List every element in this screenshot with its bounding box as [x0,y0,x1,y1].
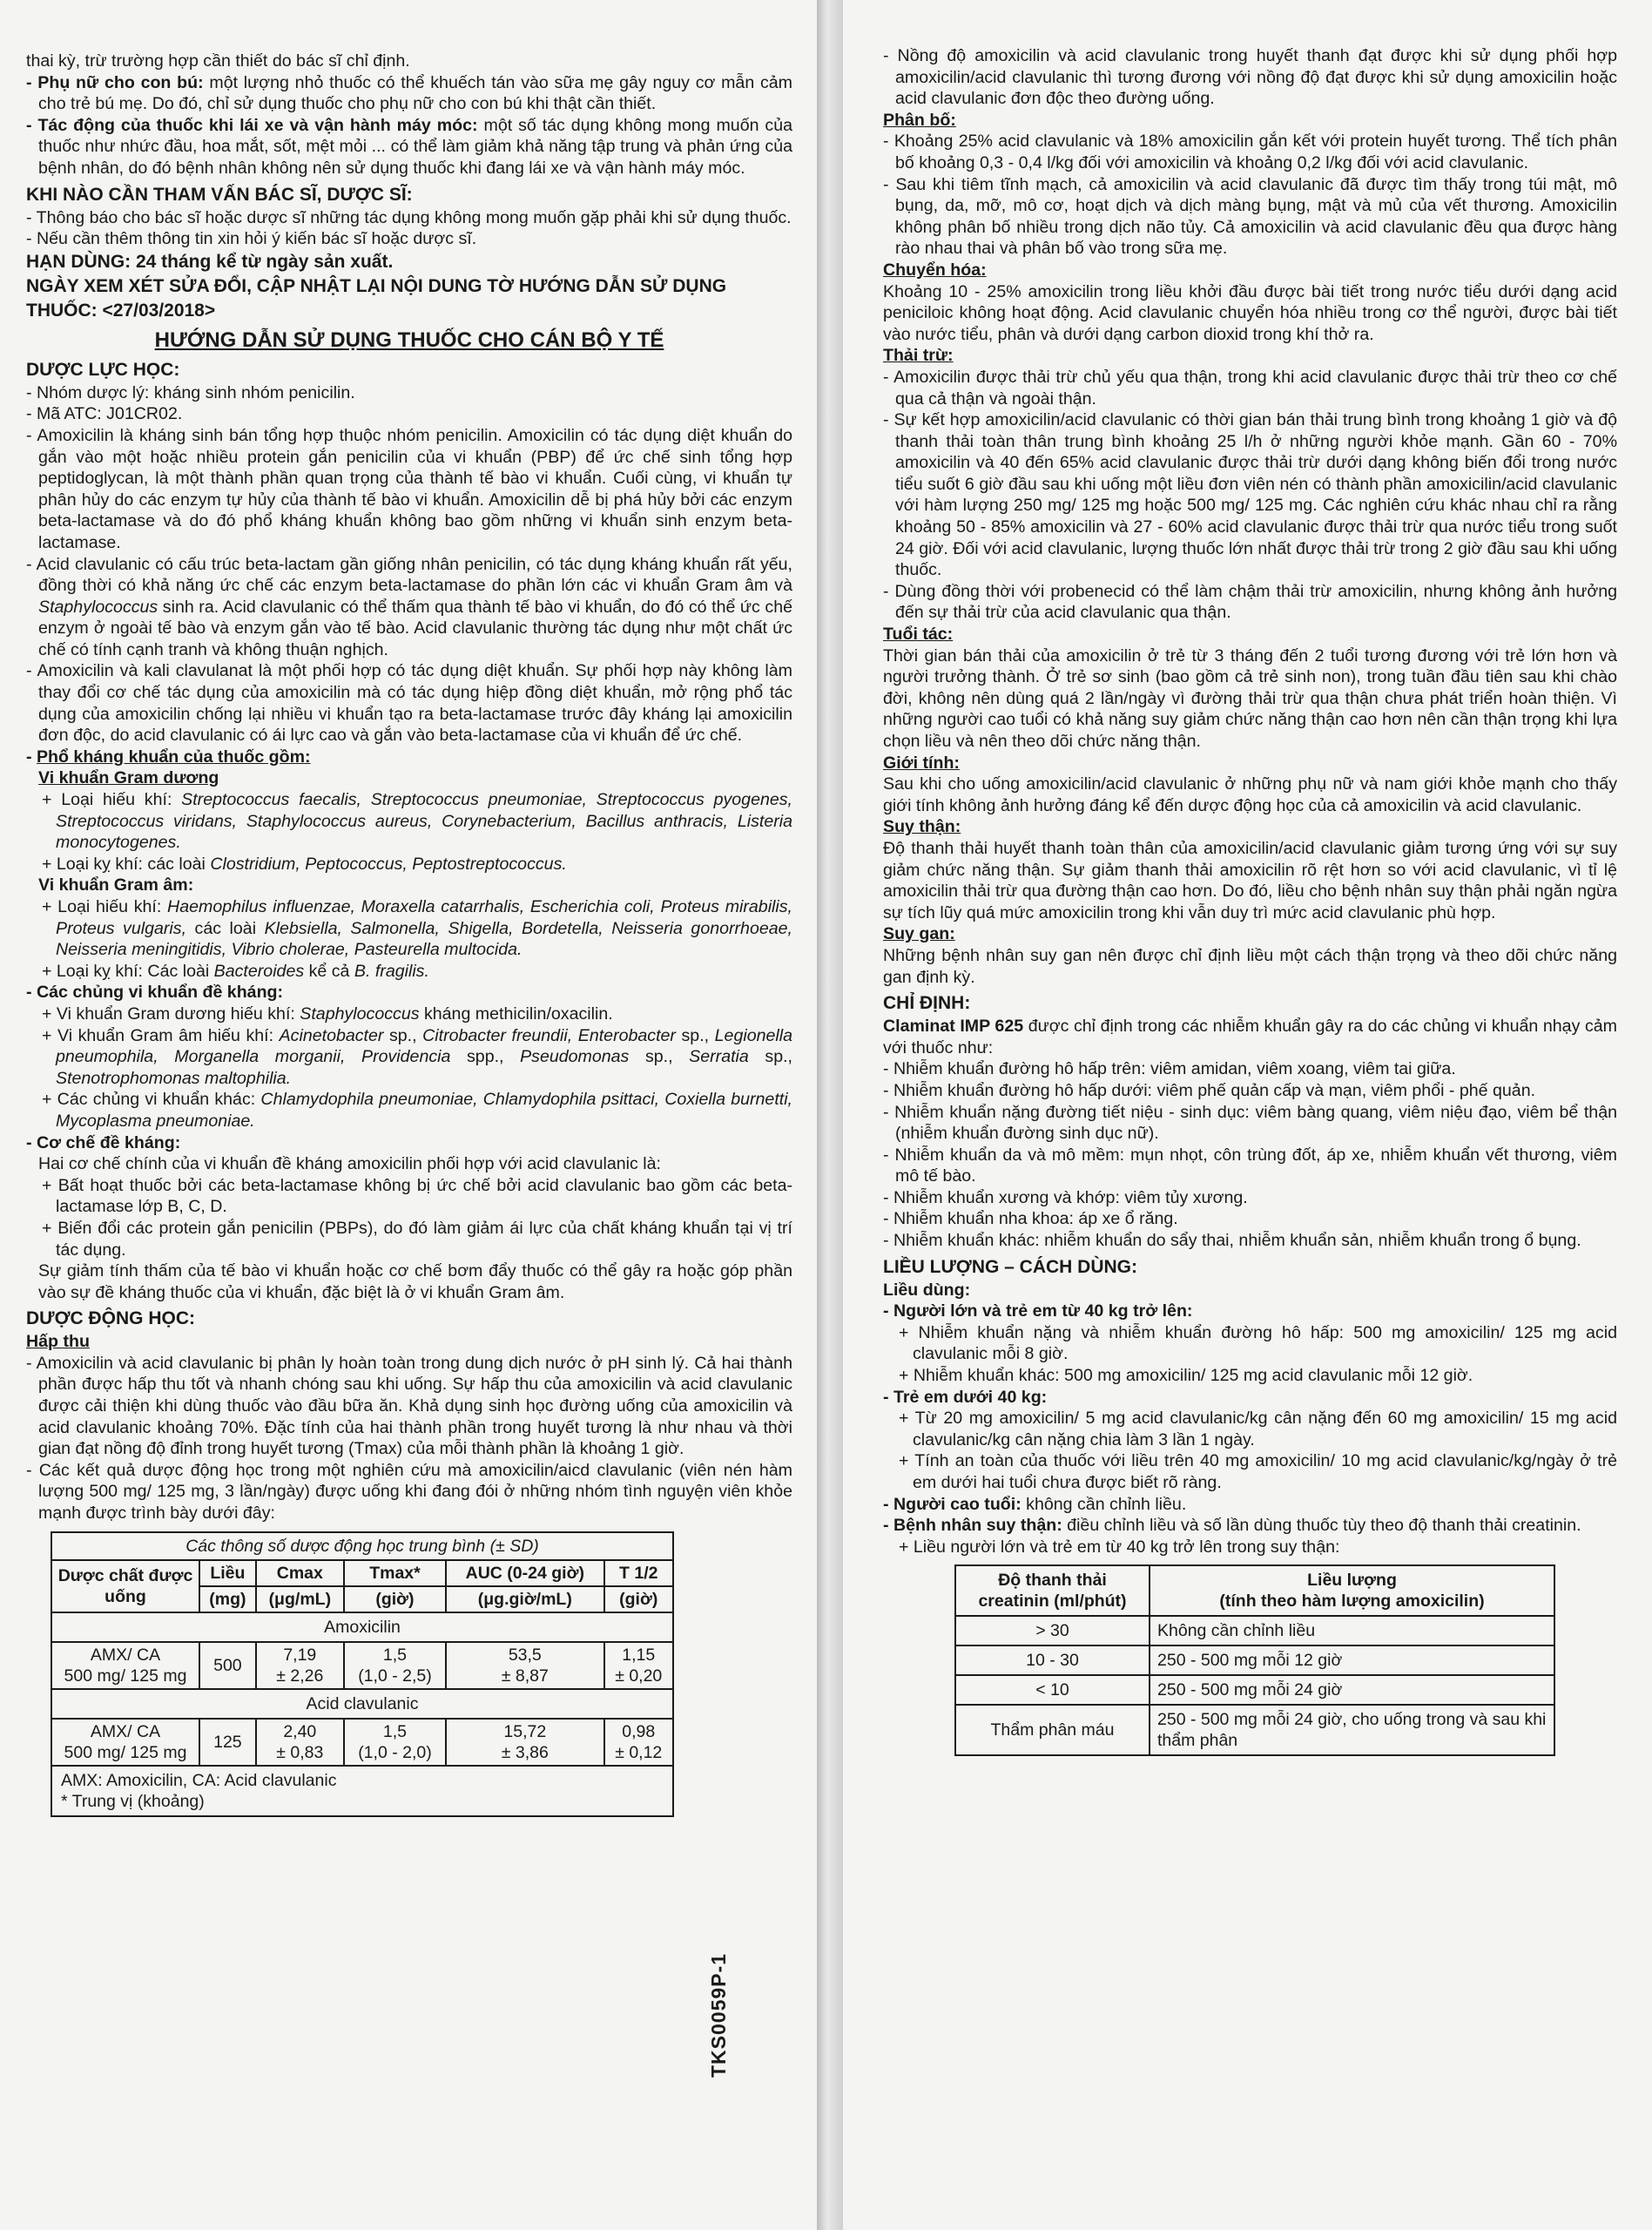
expiry-line: HẠN DÙNG: 24 tháng kể từ ngày sản xuất. [26,251,394,272]
mechanism-intro: Hai cơ chế chính của vi khuẩn đề kháng amoxicilin phối hợp với acid clavulanic là: [38,1154,661,1174]
driving-paragraph: - Tác động của thuốc khi lái xe và vận hành máy móc: một số tác dụng không mong muốn của thuốc như nhức đầu, hoa mắt, sốt, mệt mỏi ... có thể làm giảm khả năng tập trung và phản ứng của bệnh nhân, do đó bệnh nhân không nên sử dụng thuốc khi đang lái xe và vận hành máy móc. [26,115,793,178]
pharmacokinetics-heading: DƯỢC ĐỘNG HỌC: [26,1308,195,1329]
elderly-dose: - Người cao tuổi: không cần chỉnh liều. [883,1494,1187,1514]
gram-positive-anaerobic: + Loại kỵ khí: các loài Clostridium, Peptococcus, Peptostreptococcus. [42,854,567,874]
breastfeeding-label: Phụ nữ cho con bú: [37,72,204,92]
pd-clavulanic: - Acid clavulanic có cấu trúc beta-lactam gần giống nhân penicilin, có tác dụng kháng khuẩn rất yếu, đồng thời có khả năng ức chế các enzym beta-lactamase do phần lớn các vi khuẩn Gram âm và Staphylococcus sinh ra. Acid clavulanic có thể thấm qua thành tế bào vi khuẩn, do đó có thể ức chế enzym ở ngoài tế bào và enzym gắn vào tế bào. Acid clavulanic thường tác dụng như một chất ức chế có tính cạnh tranh và không thuận nghịch. [26,554,792,659]
pd-combination: - Amoxicilin và kali clavulanat là một phối hợp có tác dụng diệt khuẩn. Sự phối hợp này không làm thay đổi cơ chế tác dụng của amoxicilin mà có tác dụng hiệp đồng diệt khuẩn, mở rộng phổ tác dụng của amoxicilin chống lại nhiều vi khuẩn tạo ra beta-lactamase trước đây kháng lại amoxicilin đơn độc, do acid clavulanic có ái lực cao và gắn vào beta-lactamase của vi khuẩn để ức chế. [26,661,792,746]
hepatic-impairment-text: Những bệnh nhân suy gan nên được chỉ định liều một cách thận trọng và theo dõi chức năng gan định kỳ. [883,945,1617,987]
pd-amoxicillin: - Amoxicilin là kháng sinh bán tổng hợp thuộc nhóm penicilin. Amoxicilin có tác dụng diệt khuẩn do gắn vào một hoặc nhiều protein gắn penicilin của vi khuẩn (PBP) để ức chế sinh tổng hợp peptidoglycan, là một thành phần quan trọng của thành tế bào vi khuẩn. Cuối cùng, vi khuẩn tự phân hủy do các enzym tự hủy của thành tế bào vi khuẩn. Amoxicilin dễ bị phá hủy bởi các enzym beta-lactamase và do đó phổ kháng khuẩn không bao gồm những vi khuẩn sinh enzym beta-lactamase. [26,425,792,552]
pharmacodynamics-heading: DƯỢC LỰC HỌC: [26,359,180,380]
child-dose-heading: - Trẻ em dưới 40 kg: [883,1387,1048,1407]
dosage-subheading: Liều dùng: [883,1280,971,1300]
pregnancy-text-end: thai kỳ, trừ trường hợp cần thiết do bác sĩ chỉ định. [26,51,410,71]
gram-positive-heading: Vi khuẩn Gram dương [38,768,219,788]
driving-label: Tác động của thuốc khi lái xe và vận hành máy móc: [37,115,478,135]
gram-negative-anaerobic: + Loại kỵ khí: Các loài Bacteroides kể cả B. fragilis. [42,961,429,981]
pk-table-footnote: AMX: Amoxicilin, CA: Acid clavulanic * Trung vị (khoảng) [51,1766,673,1816]
dose-table-header-clearance: Độ thanh thải creatinin (ml/phút) [955,1565,1150,1616]
mechanism-note: Sự giảm tính thấm của tế bào vi khuẩn hoặc cơ chế bơm đẩy thuốc có thể gây ra hoặc góp phần vào sự đề kháng thuốc của vi khuẩn, đặc biệt là ở vi khuẩn Gram âm. [38,1261,792,1302]
absorption-text-1: - Amoxicilin và acid clavulanic bị phân ly hoàn toàn trong dung dịch nước ở pH sinh lý. Cả hai thành phần được hấp thu tốt và nhanh chóng sau khi uống. Sự hấp thu của amoxicilin và acid clavulanic được cải thiện khi dùng thuốc vào đầu bữa ăn. Khả dụng sinh học đường uống của amoxicilin và acid clavulanic khoảng 70%. Đặc tính của hai thành phần trong huyết tương là như nhau và thời gian đạt nồng độ đỉnh trong huyết tương (Tmax) của mỗi thành phần là khoảng 1 giờ. [26,1353,792,1459]
resistance-heading: - Các chủng vi khuẩn đề kháng: [26,983,284,1003]
indications-intro: Claminat IMP 625 được chỉ định trong các nhiễm khuẩn gây ra do các chủng vi khuẩn nhạy cảm với thuốc như: [883,1017,1617,1058]
distribution-heading: Phân bố: [883,110,956,130]
consult-item-1: - Thông báo cho bác sĩ hoặc dược sĩ những tác dụng không mong muốn gặp phải khi sử dụng thuốc. [26,207,792,227]
adult-dose-2: + Nhiễm khuẩn khác: 500 mg amoxicilin/ 125 mg acid clavulanic mỗi 12 giờ. [899,1366,1473,1386]
pk-section-clavulanic: Acid clavulanic [51,1689,673,1719]
excretion-heading: Thải trừ: [883,346,954,366]
breastfeeding-text: một lượng nhỏ thuốc có thể khuếch tán vào sữa mẹ gây nguy cơ mẫn cảm cho trẻ bú mẹ. Do đó, chỉ sử dụng thuốc cho phụ nữ cho con bú khi thật cần thiết. [38,72,792,114]
table-row: > 30 Không cần chỉnh liều [955,1616,1554,1645]
renal-dose: - Bệnh nhân suy thận: điều chỉnh liều và số lần dùng thuốc tùy theo độ thanh thải creatinin. [883,1516,1581,1536]
pk-header-cmax: Cmax [256,1560,344,1586]
mechanism-heading: - Cơ chế đề kháng: [26,1132,181,1152]
excretion-text-1: - Amoxicilin được thải trừ chủ yếu qua thận, trong khi acid clavulanic được thải trừ theo cơ chế qua cả thận và ngoài thận. [883,367,1617,409]
metabolism-heading: Chuyển hóa: [883,260,987,280]
document-code: TKS0059P-1 [707,1953,730,2078]
pd-atc: - Mã ATC: J01CR02. [26,404,183,424]
pk-unit-auc: (μg.giờ/mL) [446,1586,603,1612]
pk-section-amoxicillin: Amoxicilin [51,1612,673,1642]
sex-text: Sau khi cho uống amoxicilin/acid clavulanic ở những phụ nữ và nam giới khỏe mạnh cho thấy giới tính không ảnh hưởng đáng kể đến dược động học của cả amoxicilin và acid clavulanic. [883,774,1617,815]
hepatic-impairment-heading: Suy gan: [883,924,955,944]
dosage-heading: LIỀU LƯỢNG – CÁCH DÙNG: [883,1256,1138,1277]
pd-group: - Nhóm dược lý: kháng sinh nhóm penicilin. [26,382,355,402]
review-date-line: NGÀY XEM XÉT SỬA ĐỔI, CẬP NHẬT LẠI NỘI DUNG TỜ HƯỚNG DẪN SỬ DỤNG THUỐC: <27/03/2018> [26,275,727,321]
age-text: Thời gian bán thải của amoxicilin ở trẻ từ 3 tháng đến 2 tuổi tương đương với trẻ lớn hơn và người trưởng thành. Ở trẻ sơ sinh (bao gồm cả trẻ sinh non), trong tuần đầu tiên sau khi chào đời, không nên dùng quá 2 lần/ngày vì đường thải trừ qua thận chưa phát triển hoàn thiện. Vì những người cao tuổi có khả năng suy giảm chức năng thận cao hơn nên cần thận trọng khi lựa chọn liều và nên theo dõi chức năng thận. [883,645,1617,751]
consult-heading: KHI NÀO CẦN THAM VẤN BÁC SĨ, DƯỢC SĨ: [26,184,413,205]
renal-impairment-heading: Suy thận: [883,817,961,837]
child-dose-2: + Tính an toàn của thuốc với liều trên 40 mg amoxicilin/ 10 mg acid clavulanic/kg/ngày ở trẻ em dưới hai tuổi chưa được biết rõ ràng. [899,1451,1617,1492]
sex-heading: Giới tính: [883,753,960,773]
adult-dose-heading: - Người lớn và trẻ em từ 40 kg trở lên: [883,1301,1193,1321]
breastfeeding-paragraph: - Phụ nữ cho con bú: một lượng nhỏ thuốc có thể khuếch tán vào sữa mẹ gây nguy cơ mẫn cảm cho trẻ bú mẹ. Do đó, chỉ sử dụng thuốc cho phụ nữ cho con bú khi thật cần thiết. [26,72,792,114]
table-row: < 10 250 - 500 mg mỗi 24 giờ [955,1675,1554,1705]
pk-unit-thalf: (giờ) [604,1586,674,1612]
pk-row-clavulanic: AMX/ CA 500 mg/ 125 mg 125 2,40 ± 0,83 1,5 (1,0 - 2,0) 15,72 ± 3,86 0,98 ± 0,12 [51,1719,673,1766]
right-page [843,0,1652,2230]
indication-item-4: - Nhiễm khuẩn da và mô mềm: mụn nhọt, côn trùng đốt, áp xe, nhiễm khuẩn vết thương, viêm mô tế bào. [883,1145,1617,1186]
resistance-other: + Các chủng vi khuẩn khác: Chlamydophila pneumoniae, Chlamydophila psittaci, Coxiella burnetti, Mycoplasma pneumoniae. [42,1090,792,1131]
staff-guide-heading: HƯỚNG DẪN SỬ DỤNG THUỐC CHO CÁN BỘ Y TẾ [154,328,664,352]
indications-heading: CHỈ ĐỊNH: [883,993,971,1014]
indication-item-2: - Nhiễm khuẩn đường hô hấp dưới: viêm phế quản cấp và mạn, viêm phổi - phế quản. [883,1080,1536,1100]
page-fold [817,0,843,2230]
pk-concentration-note: - Nồng độ amoxicilin và acid clavulanic trong huyết thanh đạt được khi sử dụng phối hợp amoxicilin/acid clavulanic thì tương đương với nồng độ đạt được khi sử dụng amoxicilin hoặc acid clavulanic đơn độc theo đường uống. [883,46,1617,109]
excretion-text-3: - Dùng đồng thời với probenecid có thể làm chậm thải trừ amoxicilin, nhưng không ảnh hưởng đến sự thải trừ của acid clavulanic qua thận. [883,581,1617,623]
distribution-text-1: - Khoảng 25% acid clavulanic và 18% amoxicilin gắn kết với protein huyết tương. Thể tích phân bố khoảng 0,3 - 0,4 l/kg đối với amoxicilin và khoảng 0,2 l/kg đối với acid clavulanic. [883,132,1617,172]
absorption-heading: Hấp thu [26,1332,90,1352]
indication-item-5: - Nhiễm khuẩn xương và khớp: viêm tủy xương. [883,1187,1248,1207]
resistance-gram-negative: + Vi khuẩn Gram âm hiếu khí: Acinetobacter sp., Citrobacter freundii, Enterobacter sp., Legionella pneumophila, Morganella morganii, Providencia spp., Pseudomonas sp., Serratia sp., Stenotrophomonas maltophilia. [42,1025,792,1088]
pk-unit-tmax: (giờ) [344,1586,446,1612]
table-row: Thẩm phân máu 250 - 500 mg mỗi 24 giờ, cho uống trong và sau khi thẩm phân [955,1705,1554,1755]
indication-item-1: - Nhiễm khuẩn đường hô hấp trên: viêm amidan, viêm xoang, viêm tai giữa. [883,1059,1456,1079]
pk-parameters-table [51,1531,674,1817]
renal-dose-table-intro: + Liều người lớn và trẻ em từ 40 kg trở lên trong suy thận: [899,1537,1340,1557]
pk-header-dose: Liều [199,1560,256,1586]
adult-dose-1: + Nhiễm khuẩn nặng và nhiễm khuẩn đường hô hấp: 500 mg amoxicilin/ 125 mg acid clavulanic mỗi 8 giờ. [899,1322,1617,1364]
resistance-gram-positive: + Vi khuẩn Gram dương hiếu khí: Staphylococcus kháng methicilin/oxacilin. [42,1004,613,1024]
driving-text: một số tác dụng không mong muốn của thuốc như nhức đầu, hoa mắt, sốt, mệt mỏi ... có thể làm giảm khả năng tập trung và phản ứng của bệnh nhân, do đó bệnh nhân không nên sử dụng thuốc khi đang lái xe và vận hành máy móc. [38,115,793,178]
left-page [0,0,817,2230]
pk-unit-cmax: (μg/mL) [256,1586,344,1612]
indication-item-6: - Nhiễm khuẩn nha khoa: áp xe ổ răng. [883,1209,1178,1229]
pk-table-caption: Các thông số dược động học trung bình (± SD) [51,1532,673,1560]
pk-header-auc: AUC (0-24 giờ) [446,1560,603,1586]
mechanism-item-2: + Biến đổi các protein gắn penicilin (PBPs), do đó làm giảm ái lực của chất kháng khuẩn tại vị trí tác dụng. [42,1218,792,1260]
absorption-text-2: - Các kết quả dược động học trong một nghiên cứu mà amoxicilin/aicd clavulanic (viên nén hàm lượng 500 mg/ 125 mg, 3 lần/ngày) được uống khi đang đói ở những nhóm tình nguyện viên khỏe mạnh được trình bày dưới đây: [26,1460,792,1524]
age-heading: Tuổi tác: [883,625,954,645]
gram-negative-aerobic: + Loại hiếu khí: Haemophilus influenzae, Moraxella catarrhalis, Escherichia coli, Proteus mirabilis, Proteus vulgaris, các loài Klebsiella, Salmonella, Shigella, Bordetella, Neisseria gonorrhoeae, Neisseria meningitidis, Vibrio cholerae, Pasteurella multocida. [42,897,792,960]
renal-dose-table [954,1564,1555,1756]
metabolism-text: Khoảng 10 - 25% amoxicilin trong liều khởi đầu được bài tiết trong nước tiểu dưới dạng acid peniciloic không hoạt động. Acid clavulanic chuyển hóa nhiều trong cơ thể người, được bài tiết vào nước tiểu, phân và dưới dạng carbon dioxid trong khí thở ra. [883,281,1617,344]
dose-table-header-dose: Liều lượng (tính theo hàm lượng amoxicilin) [1150,1565,1554,1616]
consult-item-2: - Nếu cần thêm thông tin xin hỏi ý kiến bác sĩ hoặc dược sĩ. [26,229,477,249]
distribution-text-2: - Sau khi tiêm tĩnh mạch, cả amoxicilin và acid clavulanic đã được tìm thấy trong túi mật, mô bụng, da, mỡ, mô cơ, hoạt dịch và dịch màng bụng, mật và mủ của vết thương. Amoxicilin không phân bố nhiều trong dịch não tủy. Cả amoxicilin và acid clavulanic đều qua được hàng rào nhau thai và phân bố vào trong sữa mẹ. [883,174,1617,259]
child-dose-1: + Từ 20 mg amoxicilin/ 5 mg acid clavulanic/kg cân nặng đến 60 mg amoxicilin/ 15 mg acid clavulanic/kg cân nặng chia làm 3 lần 1 ngày. [899,1409,1617,1450]
excretion-text-2: - Sự kết hợp amoxicilin/acid clavulanic có thời gian bán thải trung bình trong khoảng 1 giờ và độ thanh thải toàn thân trung bình khoảng 25 l/h ở những người khỏe mạnh. Gần 60 - 70% amoxicilin và 40 đến 65% acid clavulanic được thải trừ dưới dạng không biến đổi trong nước tiểu suốt 6 giờ đầu sau khi uống một liều đơn viên nén có thành phần amoxicilin/acid clavulanic với hàm lượng 250 mg/ 125 mg hoặc 500 mg/ 125 mg. Các nghiên cứu khác nhau chỉ ra rằng khoảng 50 - 85% amoxicilin và 27 - 60% acid clavulanic được thải trừ qua nước tiểu trong suốt 24 giờ. Đối với acid clavulanic, lượng thuốc lớn nhất được thải trừ trong 2 giờ đầu sau khi uống thuốc. [883,410,1617,580]
spectrum-heading: - Phổ kháng khuẩn của thuốc gồm: [26,747,311,767]
mechanism-item-1: + Bất hoạt thuốc bởi các beta-lactamase không bị ức chế bởi acid clavulanic bao gồm các beta-lactamase lớp B, C, D. [42,1175,792,1217]
pk-header-tmax: Tmax* [344,1560,446,1586]
pk-row-amoxicillin: AMX/ CA 500 mg/ 125 mg 500 7,19 ± 2,26 1,5 (1,0 - 2,5) 53,5 ± 8,87 1,15 ± 0,20 [51,1642,673,1689]
pk-header-drug: Dược chất được uống [51,1560,199,1612]
indication-item-7: - Nhiễm khuẩn khác: nhiễm khuẩn do sẩy thai, nhiễm khuẩn sản, nhiễm khuẩn trong ổ bụng. [883,1231,1581,1251]
renal-impairment-text: Độ thanh thải huyết thanh toàn thân của amoxicilin/acid clavulanic giảm tương ứng với sự suy giảm chức năng thận. Sự giảm thanh thải amoxicilin rõ rệt hơn so với acid clavulanic, vì tỉ lệ amoxicilin thải trừ qua đường thận cao hơn. Do đó, liều cho bệnh nhân suy thận phải ngăn ngừa sự tích lũy quá mức amoxicilin trong khi vẫn duy trì mức acid clavulanic phù hợp. [883,838,1617,922]
pk-unit-dose: (mg) [199,1586,256,1612]
indication-item-3: - Nhiễm khuẩn nặng đường tiết niệu - sinh dục: viêm bàng quang, viêm niệu đạo, viêm bể thận (nhiễm khuẩn đường sinh dục nữ). [883,1102,1617,1144]
gram-negative-heading: Vi khuẩn Gram âm: [38,875,194,895]
table-row: 10 - 30 250 - 500 mg mỗi 12 giờ [955,1645,1554,1675]
pk-header-thalf: T 1/2 [604,1560,674,1586]
gram-positive-aerobic: + Loại hiếu khí: Streptococcus faecalis, Streptococcus pneumoniae, Streptococcus pyogenes, Streptococcus viridans, Staphylococcus aureus, Corynebacterium, Bacillus anthracis, Listeria monocytogenes. [42,790,793,853]
